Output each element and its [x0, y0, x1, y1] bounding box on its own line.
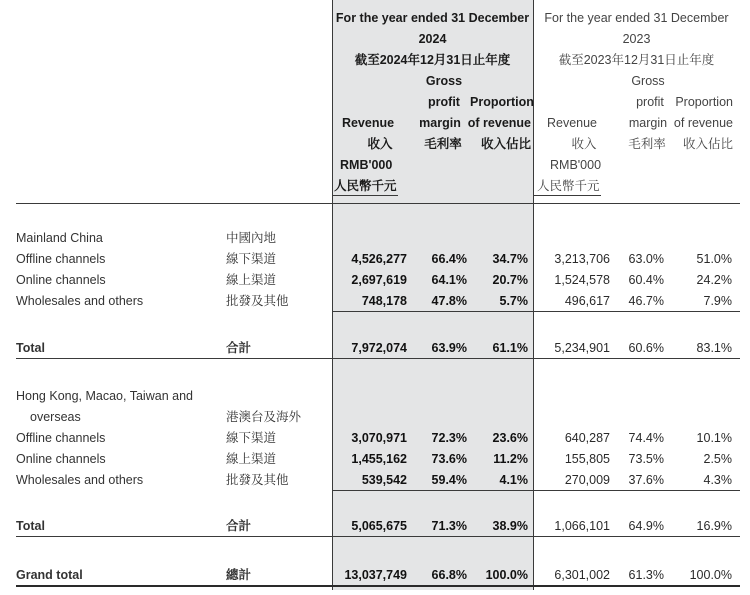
cell-2023-prop: 7.9% [703, 294, 732, 308]
header-2023-rev-1: Revenue [546, 116, 598, 130]
cell-2023-prop: 4.3% [703, 473, 732, 487]
cell-2023-prop: 16.9% [696, 519, 732, 533]
cell-2024-revenue: 3,070,971 [351, 431, 407, 445]
cell-2023-prop: 2.5% [703, 452, 732, 466]
header-2023-prop-1: Proportion [675, 95, 733, 109]
cell-2023-gpm: 64.9% [628, 519, 664, 533]
cell-2024-gpm: 66.8% [431, 568, 467, 582]
cell-2023-gpm: 46.7% [628, 294, 664, 308]
cell-2024-gpm: 66.4% [431, 252, 467, 266]
section-title-en: Hong Kong, Macao, Taiwan and [16, 389, 193, 403]
total-label-en: Total [16, 519, 45, 533]
cell-2024-gpm: 47.8% [431, 294, 467, 308]
cell-2023-revenue: 270,009 [564, 473, 610, 487]
header-2023-rev-4: 人民幣千元 [537, 179, 600, 193]
cell-2024-revenue: 7,972,074 [351, 341, 407, 355]
cell-2023-gpm: 74.4% [628, 431, 664, 445]
section-title-zh: 中國內地 [226, 231, 277, 245]
cell-2024-gpm: 59.4% [431, 473, 467, 487]
cell-2023-revenue: 3,213,706 [554, 252, 610, 266]
cell-2024-prop: 4.1% [499, 473, 528, 487]
header-2024-prop-1: Proportion [470, 95, 534, 109]
section-rule [16, 358, 740, 359]
subtotal-rule [332, 490, 740, 491]
row-label-en: Online channels [16, 452, 106, 466]
cell-2023-revenue: 1,066,101 [554, 519, 610, 533]
subtotal-rule [332, 311, 740, 312]
cell-2024-revenue: 539,542 [361, 473, 407, 487]
cell-2024-revenue: 2,697,619 [351, 273, 407, 287]
total-label-zh: 合計 [226, 341, 252, 355]
cell-2024-gpm: 64.1% [431, 273, 467, 287]
header-2024-period-en: For the year ended 31 December [335, 11, 530, 25]
row-label-zh: 批發及其他 [226, 294, 289, 308]
cell-2023-gpm: 37.6% [628, 473, 664, 487]
cell-2024-revenue: 748,178 [361, 294, 407, 308]
header-2024-period-zh: 截至2024年12月31日止年度 [354, 53, 511, 67]
cell-2023-prop: 51.0% [696, 252, 732, 266]
header-2023-gpm-3: margin [628, 116, 668, 130]
row-label-en: Offline channels [16, 431, 106, 445]
header-2024-gpm-2: profit [428, 95, 460, 109]
cell-2024-revenue: 13,037,749 [344, 568, 407, 582]
total-label-en: Total [16, 341, 45, 355]
header-2024-prop-3: 收入佔比 [480, 137, 531, 151]
cell-2024-prop: 11.2% [493, 452, 528, 466]
header-2023-gpm-1: Gross [631, 74, 665, 88]
cell-2023-revenue: 155,805 [564, 452, 610, 466]
cell-2024-gpm: 71.3% [431, 519, 467, 533]
cell-2024-revenue: 4,526,277 [351, 252, 407, 266]
header-2024-gpm-3: margin [419, 116, 461, 130]
row-label-zh: 線上渠道 [226, 452, 277, 466]
header-2023-rev-2: 收入 [571, 137, 597, 151]
cell-2024-gpm: 63.9% [431, 341, 467, 355]
cell-2023-gpm: 73.5% [628, 452, 664, 466]
section-title-en-2: overseas [30, 410, 81, 424]
header-2023-rev-3: RMB'000 [550, 158, 602, 172]
header-revenue-underline [332, 195, 398, 196]
header-2024-rev-1: Revenue [341, 116, 395, 130]
row-label-zh: 線下渠道 [226, 252, 277, 266]
section-rule [16, 536, 740, 537]
cell-2023-revenue: 640,287 [564, 431, 610, 445]
cell-2023-revenue: 496,617 [564, 294, 610, 308]
cell-2023-revenue: 5,234,901 [554, 341, 610, 355]
header-2023-prop-3: 收入佔比 [682, 137, 733, 151]
cell-2023-gpm: 63.0% [628, 252, 664, 266]
header-2024-rev-3: RMB'000 [340, 158, 393, 172]
section-title-en: Mainland China [16, 231, 103, 245]
header-2023-year: 2023 [622, 32, 651, 46]
cell-2023-prop: 24.2% [696, 273, 732, 287]
cell-2023-revenue: 6,301,002 [554, 568, 610, 582]
cell-2024-prop: 5.7% [499, 294, 528, 308]
row-label-zh: 批發及其他 [226, 473, 289, 487]
header-2024-rev-2: 收入 [367, 137, 393, 151]
cell-2024-gpm: 73.6% [431, 452, 467, 466]
header-2023-period-zh: 截至2023年12月31日止年度 [558, 53, 715, 67]
cell-2023-gpm: 60.4% [628, 273, 664, 287]
table-bottom-rule [16, 585, 740, 587]
cell-2024-prop: 34.7% [492, 252, 528, 266]
row-label-zh: 線上渠道 [226, 273, 277, 287]
cell-2023-prop: 83.1% [696, 341, 732, 355]
header-2023-gpm-4: 毛利率 [628, 137, 666, 151]
cell-2024-prop: 23.6% [492, 431, 528, 445]
cell-2023-prop: 100.0% [689, 568, 732, 582]
cell-2023-prop: 10.1% [696, 431, 732, 445]
table-top-rule [16, 203, 740, 204]
cell-2024-prop: 61.1% [492, 341, 528, 355]
header-2023-prop-2: of revenue [673, 116, 733, 130]
cell-2024-prop: 20.7% [492, 273, 528, 287]
header-2024-rev-4: 人民幣千元 [334, 179, 397, 193]
cell-2024-revenue: 1,455,162 [351, 452, 407, 466]
header-revenue-underline [533, 195, 601, 196]
cell-2024-prop: 38.9% [492, 519, 528, 533]
row-label-en: Wholesales and others [16, 473, 144, 487]
row-label-zh: 線下渠道 [226, 431, 277, 445]
header-2024-year: 2024 [418, 32, 447, 46]
section-title-zh: 港澳台及海外 [226, 410, 302, 424]
header-2024-gpm-1: Gross [425, 74, 463, 88]
total-label-zh: 合計 [226, 519, 252, 533]
cell-2023-gpm: 61.3% [628, 568, 664, 582]
cell-2023-revenue: 1,524,578 [554, 273, 610, 287]
cell-2024-prop: 100.0% [485, 568, 528, 582]
grand-total-label-en: Grand total [16, 568, 83, 582]
row-label-en: Wholesales and others [16, 294, 144, 308]
header-2023-gpm-2: profit [636, 95, 664, 109]
header-2024-gpm-4: 毛利率 [424, 137, 462, 151]
cell-2024-gpm: 72.3% [431, 431, 467, 445]
row-label-en: Offline channels [16, 252, 106, 266]
cell-2023-gpm: 60.6% [628, 341, 664, 355]
header-2023-period-en: For the year ended 31 December [544, 11, 729, 25]
header-2024-prop-2: of revenue [467, 116, 531, 130]
cell-2024-revenue: 5,065,675 [351, 519, 407, 533]
grand-total-label-zh: 總計 [226, 568, 252, 582]
row-label-en: Online channels [16, 273, 106, 287]
